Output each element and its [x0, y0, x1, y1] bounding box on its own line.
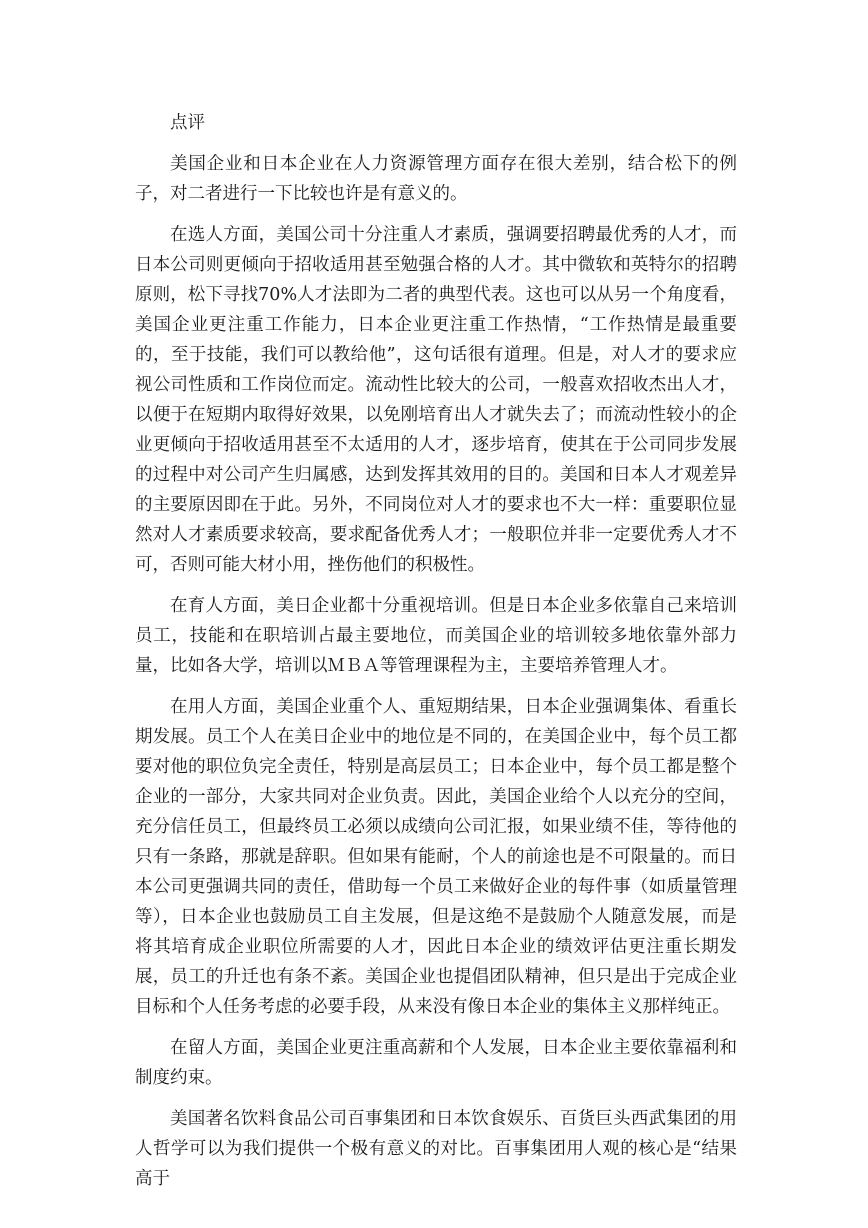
paragraph-selection: 在选人方面，美国公司十分注重人才素质，强调要招聘最优秀的人才，而日本公司则更倾向于招收适用甚至勉强合格的人才。其中微软和英特尔的招聘原则，松下寻找70%人才法即为二者的典型代表。这也可以从另一个角度看，美国企业更注重工作能力，日本企业更注重工作热情，“工作热情是最重要的，至于技能，我们可以教给他”，这句话很有道理。但是，对人才的要求应视公司性质和工作岗位而定。流动性比较大的公司，一般喜欢招收杰出人才，以便于在短期内取得好效果，以免刚培育出人才就失去了；而流动性较小的企业更倾向于招收适用甚至不太适用的人才，逐步培育，使其在于公司同步发展的过程中对公司产生归属感，达到发挥其效用的目的。美国和日本人才观差异的主要原因即在于此。另外，不同岗位对人才的要求也不大一样：重要职位显然对人才素质要求较高，要求配备优秀人才；一般职位并非一定要优秀人才不可，否则可能大材小用，挫伤他们的积极性。	[135, 225, 737, 575]
document-body	[135, 108, 737, 1205]
section-heading: 点评	[170, 113, 205, 133]
paragraph-intro: 美国企业和日本企业在人力资源管理方面存在很大差别，结合松下的例子，对二者进行一下比较也许是有意义的。	[135, 154, 737, 204]
paragraph-training: 在育人方面，美日企业都十分重视培训。但是日本企业多依靠自己来培训员工，技能和在职培训占最主要地位，而美国企业的培训较多地依靠外部力量，比如各大学，培训以ＭＢＡ等管理课程为主，主要培养管理人才。	[135, 596, 737, 676]
paragraph-comparison: 美国著名饮料食品公司百事集团和日本饮食娱乐、百货巨头西武集团的用人哲学可以为我们提供一个极有意义的对比。百事集团用人观的核心是“结果高于	[135, 1109, 737, 1189]
paragraph-retention: 在留人方面，美国企业更注重高薪和个人发展，日本企业主要依靠福利和制度约束。	[135, 1038, 737, 1088]
paragraph-employment: 在用人方面，美国企业重个人、重短期结果，日本企业强调集体、看重长期发展。员工个人在美日企业中的地位是不同的，在美国企业中，每个员工都要对他的职位负完全责任，特别是高层员工；日本企业中，每个员工都是整个企业的一部分，大家共同对企业负责。因此，美国企业给个人以充分的空间，充分信任员工，但最终员工必须以成绩向公司汇报，如果业绩不佳，等待他的只有一条路，那就是辞职。但如果有能耐，个人的前途也是不可限量的。而日本公司更强调共同的责任，借助每一个员工来做好企业的每件事（如质量管理等），日本企业也鼓励员工自主发展，但是这绝不是鼓励个人随意发展，而是将其培育成企业职位所需要的人才，因此日本企业的绩效评估更注重长期发展，员工的升迁也有条不紊。美国企业也提倡团队精神，但只是出于完成企业目标和个人任务考虑的必要手段，从来没有像日本企业的集体主义那样纯正。	[135, 697, 737, 1017]
